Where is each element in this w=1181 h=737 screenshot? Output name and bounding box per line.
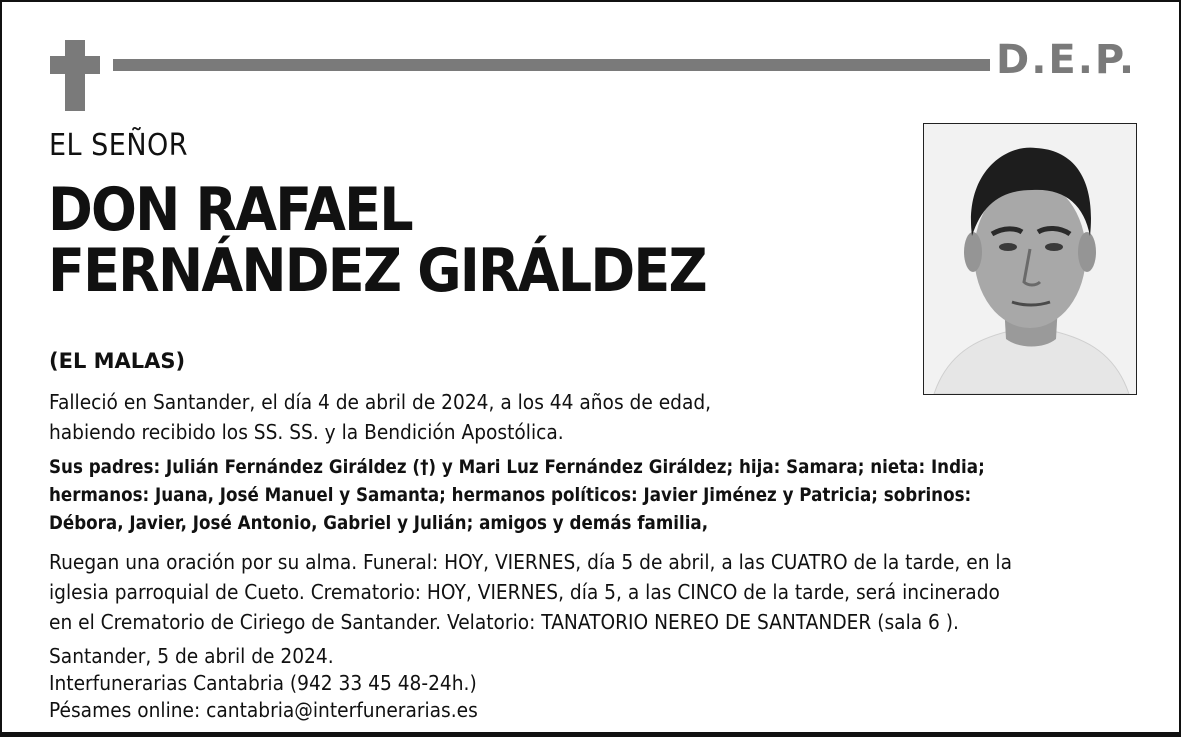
portrait-photo bbox=[923, 123, 1137, 395]
nickname: (EL MALAS) bbox=[49, 349, 186, 373]
family-line: hermanos: Juana, José Manuel y Samanta; hermanos políticos: Javier Jiménez y Patricia; sobrinos: bbox=[49, 484, 972, 506]
name-line-1: DON RAFAEL bbox=[48, 175, 412, 245]
footer-contact: Interfunerarias Cantabria (942 33 45 48-24h.) bbox=[49, 671, 477, 695]
cross-icon bbox=[65, 40, 85, 111]
death-notice-line: Falleció en Santander, el día 4 de abril de 2024, a los 44 años de edad, bbox=[49, 390, 712, 414]
intro-title: EL SEÑOR bbox=[49, 128, 189, 163]
deceased-name bbox=[48, 175, 706, 306]
dep-label: D.E.P. bbox=[996, 37, 1137, 83]
funeral-details bbox=[49, 547, 1012, 637]
footer-online: Pésames online: cantabria@interfunerarias.es bbox=[49, 698, 478, 722]
death-notice-line: habiendo recibido los SS. SS. y la Bendición Apostólica. bbox=[49, 420, 564, 444]
death-notice bbox=[49, 387, 711, 447]
family-list bbox=[49, 453, 985, 537]
footer-info bbox=[49, 643, 478, 724]
family-line: Débora, Javier, José Antonio, Gabriel y Julián; amigos y demás familia, bbox=[49, 512, 709, 534]
header-rule bbox=[113, 59, 990, 71]
funeral-line: en el Crematorio de Ciriego de Santander. Velatorio: TANATORIO NEREO DE SANTANDER (sala 6 ). bbox=[49, 610, 959, 634]
footer-date: Santander, 5 de abril de 2024. bbox=[49, 644, 334, 668]
portrait-photo-icon bbox=[924, 124, 1136, 394]
name-line-2: FERNÁNDEZ GIRÁLDEZ bbox=[48, 236, 706, 306]
funeral-line: iglesia parroquial de Cueto. Crematorio: HOY, VIERNES, día 5, a las CINCO de la tarde, será incinerado bbox=[49, 580, 1000, 604]
funeral-line: Ruegan una oración por su alma. Funeral: HOY, VIERNES, día 5 de abril, a las CUATRO de la tarde, en la bbox=[49, 550, 1012, 574]
family-line: Sus padres: Julián Fernández Giráldez (†) y Mari Luz Fernández Giráldez; hija: Samara; nieta: India; bbox=[49, 456, 985, 478]
cross-icon-bar bbox=[50, 56, 100, 74]
